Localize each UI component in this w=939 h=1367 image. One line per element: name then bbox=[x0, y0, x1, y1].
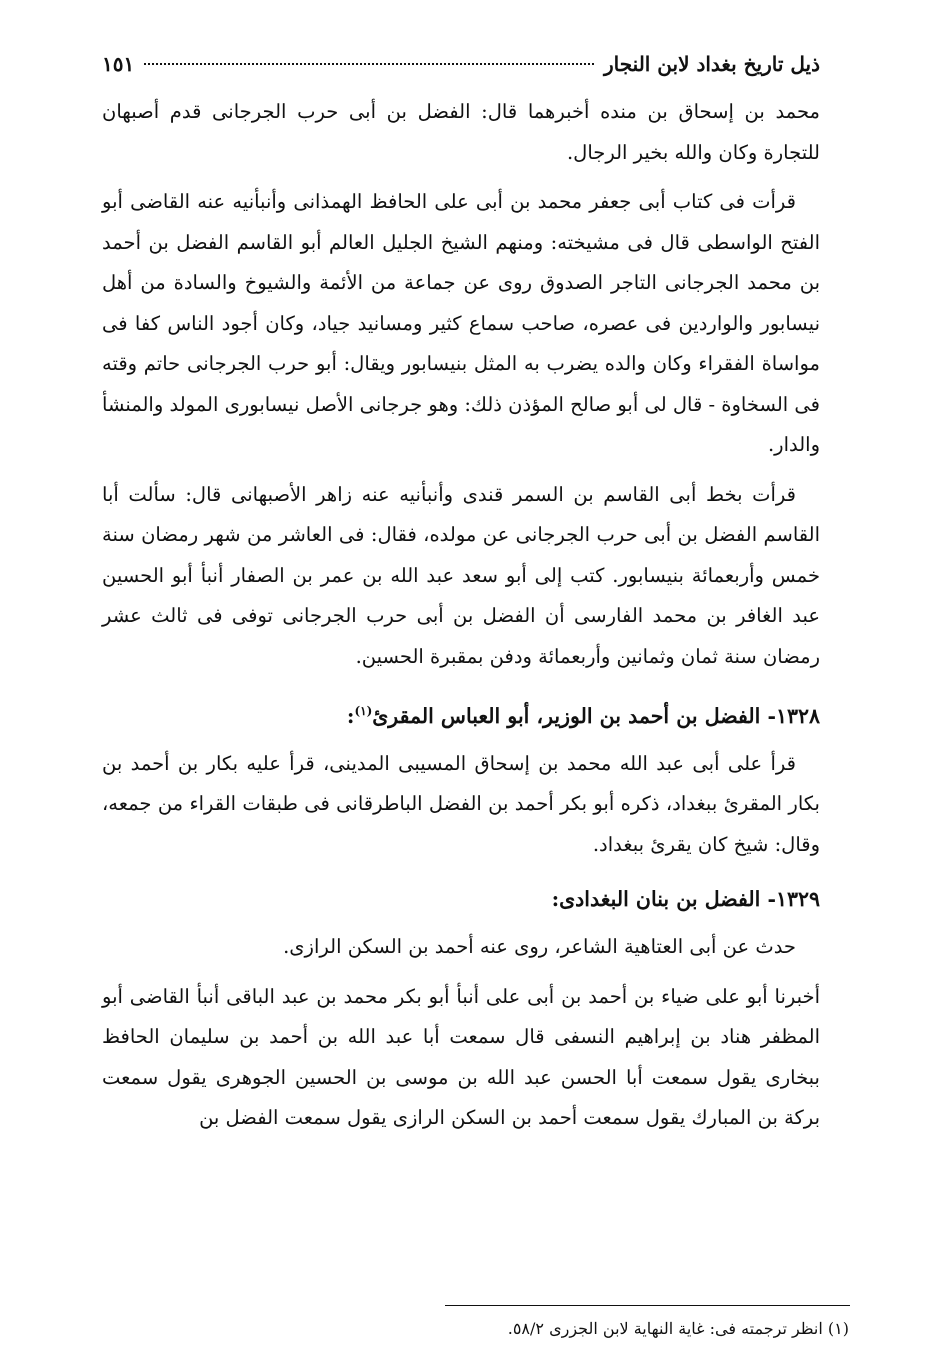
entry-heading-1328-text: ١٣٢٨- الفضل بن أحمد بن الوزير، أبو العباس المقرئ bbox=[372, 703, 820, 728]
entry-heading-1328-suffix: : bbox=[346, 703, 355, 728]
paragraph-3: قرأت بخط أبى القاسم بن السمر قندى وأنبأنيه عنه زاهر الأصبهانى قال: سألت أبا القاسم الفضل بن أبى حرب الجرجانى عن مولده، فقال: فى العاشر من شهر رمضان سنة خمس وأربعمائة بنيسابور. كتب إلى أبو سعد عبد الله بن عمر بن الصفار أنبأ أبو الحسين عبد الغافر بن محمد الفارسى أن الفضل بن أبى حرب الجرجانى توفى فى ثالث عشر رمضان سنة ثمان وثمانين وأربعمائة ودفن بمقبرة الحسين. bbox=[102, 482, 820, 668]
page-body bbox=[102, 52, 820, 1139]
leader-dots bbox=[144, 63, 594, 65]
entry-heading-1328 bbox=[102, 691, 820, 736]
entry-1329-text-2: أخبرنا أبو على ضياء بن أحمد بن أبى على أنبأ أبو بكر محمد بن عبد الباقى أنبأ القاضى أبو المظفر هناد بن إبراهيم النسفى قال سمعت أبا عبد الله بن أحمد بن سليمان الحافظ ببخارى يقول سمعت أبا الحسن عبد الله بن موسى بن الحسين الجوهرى يقول سمعت بركة بن المبارك يقول سمعت أحمد بن السكن الرازى يقول سمعت الفضل بن bbox=[102, 984, 820, 1130]
entry-1329-text-1: حدث عن أبى العتاهية الشاعر، روى عنه أحمد بن السكن الرازى. bbox=[283, 935, 796, 959]
footnote: (١) انظر ترجمته فى: غاية النهاية لابن الجزرى ٥٨/٢. bbox=[507, 1319, 849, 1338]
entry-heading-1329: ١٣٢٩- الفضل بن بنان البغدادى: bbox=[551, 887, 820, 912]
footnote-divider bbox=[445, 1305, 850, 1306]
paragraph-1: محمد بن إسحاق بن منده أخبرهما قال: الفضل بن أبى حرب الجرجانى قدم أصبهان للتجارة وكان والله بخير الرجال. bbox=[102, 100, 820, 164]
book-title: ذيل تاريخ بغداد لابن النجار bbox=[604, 52, 820, 76]
running-header bbox=[102, 52, 820, 92]
entry-1328-text: قرأ على أبى عبد الله محمد بن إسحاق المسيبى المدينى، قرأ عليه بكار بن أحمد بن بكار المقرئ ببغداد، ذكره أبو بكر أحمد بن الفضل الباطرقانى فى طبقات القراء من جمعه، وقال: شيخ كان يقرئ ببغداد. bbox=[102, 751, 820, 856]
footnote-mark: (١) bbox=[354, 704, 373, 718]
page-number: ١٥١ bbox=[102, 52, 135, 76]
paragraph-2: قرأت فى كتاب أبى جعفر محمد بن أبى على الحافظ الهمذانى وأنبأنيه عنه القاضى أبو الفتح الواسطى قال فى مشيخته: ومنهم الشيخ الجليل العالم أبو القاسم الفضل بن أحمد بن محمد الجرجانى التاجر الصدوق روى عن جماعة من الأئمة والشيوخ والسادة من أهل نيسابور والواردين فى عصره، صاحب سماع كثير ومسانيد جياد، وكان أجود الناس كفا فى مواساة الفقراء وكان والده يضرب به المثل بنيسابور ويقال: أبو حرب الجرجانى حاتم وقته فى السخاوة - قال لى أبو صالح المؤذن ذلك: وهو جرجانى الأصل نيسابورى المولد والمنشأ والدار. bbox=[102, 190, 820, 456]
